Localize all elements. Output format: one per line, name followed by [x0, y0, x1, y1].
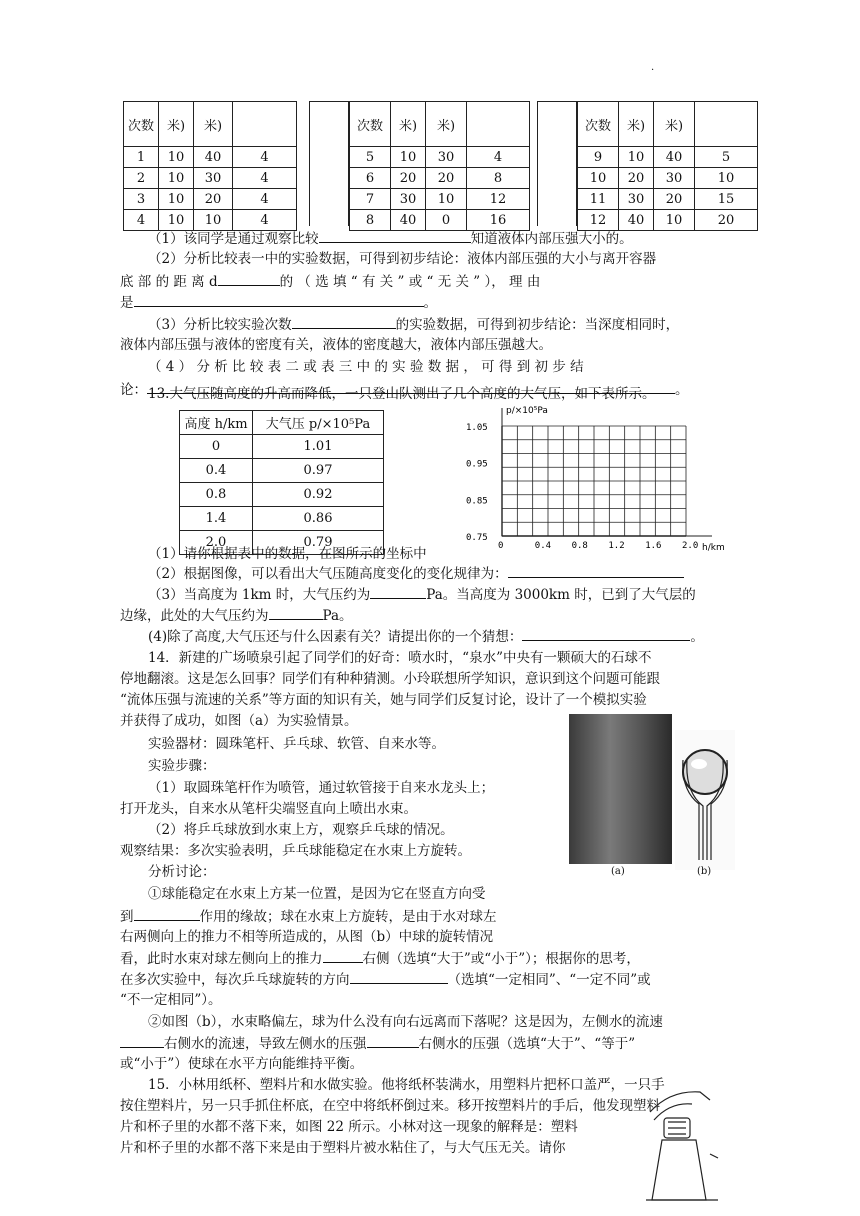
x-tick-label: 2.0 [682, 541, 699, 551]
cell: 8 [467, 168, 530, 189]
q14-line4: 并获得了成功，如图（a）为实验情景。 [120, 713, 358, 729]
q15-line1: 15．小林用纸杯、塑料片和水做实验。他将纸杯装满水，用塑料片把杯口盖严，一只手 [148, 1077, 665, 1093]
cell: 2.0 [180, 531, 253, 555]
cell: 4 [233, 168, 297, 189]
cell: 6 [350, 168, 391, 189]
ball-flow-diagram [675, 730, 735, 870]
header-cell: 米) [654, 102, 695, 147]
q12-part2: （2）分析比较表一中的实验数据，可得到初步结论：液体内部压强的大小与离开容器 [148, 251, 657, 267]
header-cell: 米) [194, 102, 233, 147]
cell: 7 [350, 189, 391, 210]
data-table-3 [577, 101, 758, 231]
answer-blank[interactable] [292, 314, 396, 329]
cell: 20 [194, 189, 233, 210]
q12-part3-line2: 液体内部压强与液体的密度有关，液体的密度越大，液体内部压强越大。 [120, 337, 552, 353]
cell: 10 [159, 147, 194, 168]
text: 是 [120, 295, 134, 311]
q14-line9: （2）将乒乓球放到水束上方，观察乒乓球的情况。 [148, 822, 454, 838]
cell: 4 [467, 147, 530, 168]
text: 的 （ 选 填 “ 有 关 ” 或 “ 无 关 ” ）， 理 由 [279, 274, 541, 290]
text: 。 [690, 629, 704, 645]
cell: 12 [578, 210, 619, 231]
text: 右侧（选填“大于”或“小于”）；根据你的思考， [362, 951, 640, 967]
empty-cell [310, 102, 349, 227]
text: （2）根据图像，可以看出大气压随高度变化的变化规律为： [148, 566, 508, 582]
q12-part4: （ 4 ） 分 析 比 较 表 二 或 表 三 中 的 实 验 数 据 ， 可 得 到 初 步 结 [148, 359, 584, 375]
cell: 11 [578, 189, 619, 210]
q14-line2: 停地翻滚。这是怎么回事？同学们有种种猜测。小玲联想所学知识，意识到这个问题可能跟 [120, 671, 660, 687]
header-cell [695, 102, 758, 147]
text: （选填“一定相同”、“一定不同”或 [447, 972, 651, 988]
cell: 10 [578, 168, 619, 189]
header-cell: 次数 [124, 102, 159, 147]
cell: 30 [194, 168, 233, 189]
q14-line11: 分析讨论： [148, 864, 216, 880]
text: Pa。当高度为 3000km 时，已到了大气层的 [426, 587, 696, 603]
cell: 0.92 [253, 483, 384, 507]
graph-axes [502, 408, 712, 536]
answer-blank[interactable] [134, 292, 424, 307]
cell: 30 [654, 168, 695, 189]
cell: 10 [194, 210, 233, 231]
cell: 10 [159, 168, 194, 189]
cell: 40 [194, 147, 233, 168]
figure-a-label: (a) [611, 866, 625, 877]
cell: 10 [426, 189, 467, 210]
q14-line8: 打开龙头，自来水从笔杆尖端竖直向上喷出水束。 [120, 801, 417, 817]
table-gap-1 [309, 101, 349, 226]
q13-sub3 [148, 584, 768, 605]
header-cell: 米) [426, 102, 467, 147]
text: 的实验数据，可得到初步结论：当深度相同时， [395, 317, 680, 333]
q13-sub4 [148, 626, 768, 647]
cell: 0.8 [180, 483, 253, 507]
header-cell: 次数 [350, 102, 391, 147]
table-gap-2 [537, 101, 577, 226]
cell: 0.79 [253, 531, 384, 555]
text: （1）该同学是通过观察比较 [148, 231, 319, 247]
cell: 40 [654, 147, 695, 168]
cell: 20 [426, 168, 467, 189]
text: 作用的缘故；球在水束上方旋转，是由于水对球左 [199, 909, 497, 925]
q14-line10: 观察结果：多次实验表明，乒乓球能稳定在水束上方旋转。 [120, 843, 471, 859]
cell: 30 [426, 147, 467, 168]
x-tick-label: 0.4 [534, 541, 552, 551]
cell: 4 [233, 147, 297, 168]
text: 底 部 的 距 离 d [120, 274, 218, 290]
cell: 5 [695, 147, 758, 168]
text: 。 [675, 382, 689, 398]
header-cell [233, 102, 297, 147]
answer-blank[interactable] [522, 626, 690, 641]
cell: 30 [391, 189, 426, 210]
cell: 40 [619, 210, 654, 231]
cell: 10 [391, 147, 426, 168]
cell: 16 [467, 210, 530, 231]
q12-part2-line3 [120, 292, 740, 313]
answer-blank[interactable] [367, 1033, 419, 1048]
q14-line16 [120, 969, 740, 990]
header-cell: 米) [159, 102, 194, 147]
text: 右侧水的流速，导致左侧水的压强 [164, 1036, 367, 1052]
q14-line15 [120, 948, 740, 969]
header-cell: 大气压 p/×10⁵Pa [253, 411, 384, 435]
q13-sub3-line2 [120, 605, 740, 626]
cell: 10 [695, 168, 758, 189]
text: 论： [120, 382, 147, 398]
graph-ylabel: p/×10⁵Pa [506, 406, 548, 416]
text: （3）分析比较实验次数 [148, 317, 292, 333]
text: 。 [423, 295, 437, 311]
q14-line1: 14．新建的广场喷泉引起了同学们的好奇：喷水时，“泉水”中央有一颗硕大的石球不 [148, 650, 652, 666]
graph-xlabel: h/km [702, 543, 725, 553]
q14-line20: 或“小于”）使球在水平方向能维持平衡。 [120, 1056, 364, 1072]
q14-line3: “流体压强与流速的关系”等方面的知识有关，她与同学们反复讨论，设计了一个模拟实验 [120, 692, 647, 708]
answer-blank[interactable] [323, 948, 363, 963]
q14-line18: ②如图（b），水束略偏左，球为什么没有向右远离而下落呢？这是因为，左侧水的流速 [148, 1014, 663, 1030]
cell: 20 [654, 189, 695, 210]
data-table-2 [349, 101, 530, 231]
cell: 12 [467, 189, 530, 210]
q13-intro: 13.大气压随高度的升高而降低，一只登山队测出了几个高度的大气压，如下表所示。 [148, 386, 656, 402]
q14-line12: ①球能稳定在水束上方某一位置，是因为它在竖直方向受 [148, 886, 486, 902]
cell: 4 [233, 189, 297, 210]
altitude-pressure-table [179, 410, 384, 555]
answer-blank[interactable] [120, 1033, 164, 1048]
cell: 20 [695, 210, 758, 231]
text: 到 [120, 909, 134, 925]
q13-sub1: （1）请你根据表中的数据，在图所示的坐标中 [148, 546, 427, 562]
q14-line6: 实验步骤： [148, 758, 216, 774]
cell: 30 [619, 189, 654, 210]
q15-line2: 按住塑料片，另一只手抓住杯底，在空中将纸杯倒过来。移开按塑料片的手后，他发现塑料 [120, 1098, 660, 1114]
answer-blank[interactable] [508, 563, 684, 578]
text: 右侧水的压强（选填“大于”、“等于” [418, 1036, 636, 1052]
x-tick-label: 1.2 [608, 541, 625, 551]
cell: 10 [159, 210, 194, 231]
answer-blank[interactable] [134, 906, 200, 921]
q14-line14: 右两侧向上的推力不相等所造成的，从图（b）中球的旋转情况 [120, 929, 494, 945]
fountain-photo [569, 714, 672, 864]
cell: 4 [124, 210, 159, 231]
q14-line5: 实验器材：圆珠笔杆、乒乓球、软管、自来水等。 [148, 736, 445, 752]
pressure-graph-grid[interactable] [462, 402, 732, 554]
cell: 8 [350, 210, 391, 231]
text: 看，此时水束对球左侧向上的推力 [120, 951, 323, 967]
cell: 1.4 [180, 507, 253, 531]
q12-part1 [148, 228, 768, 249]
q13-sub2 [148, 563, 768, 584]
figure-b-label: (b) [697, 866, 712, 877]
cell: 1.01 [253, 435, 384, 459]
top-dot: . [651, 62, 655, 73]
text: 知道液体内部压强大小的。 [470, 231, 633, 247]
y-tick-label: 0.95 [466, 459, 488, 470]
cell: 0.97 [253, 459, 384, 483]
y-tick-label: 1.05 [466, 423, 488, 433]
header-cell: 米) [391, 102, 426, 147]
header-cell: 次数 [578, 102, 619, 147]
q14-line17: “不一定相同”）。 [120, 992, 222, 1008]
header-cell: 米) [619, 102, 654, 147]
cell: 20 [391, 168, 426, 189]
cell: 4 [233, 210, 297, 231]
cell: 10 [654, 210, 695, 231]
cell: 3 [124, 189, 159, 210]
answer-blank[interactable] [269, 605, 323, 620]
q15-line4: 片和杯子里的水都不落下来是由于塑料片被水粘住了，与大气压无关。请你 [120, 1140, 566, 1156]
cell: 0 [180, 435, 253, 459]
text: （3）当高度为 1km 时，大气压约为 [148, 587, 371, 603]
cell: 1 [124, 147, 159, 168]
cell: 15 [695, 189, 758, 210]
y-tick-label: 0.85 [466, 496, 488, 507]
y-tick-label: 0.75 [466, 533, 488, 543]
header-cell: 高度 h/km [180, 411, 253, 435]
empty-cell [538, 102, 577, 227]
x-tick-label: 1.6 [645, 541, 662, 551]
q15-line3: 片和杯子里的水都不落下来，如图 22 所示。小林对这一现象的解释是：塑料 [120, 1119, 578, 1135]
q14-line13 [120, 906, 740, 927]
inverted-cup-figure [640, 1082, 720, 1207]
cell: 0.4 [180, 459, 253, 483]
cell: 0.86 [253, 507, 384, 531]
answer-blank[interactable] [319, 228, 471, 243]
header-cell [467, 102, 530, 147]
x-tick-label: 0.8 [571, 541, 588, 551]
cell: 10 [619, 147, 654, 168]
text: 边缘，此处的大气压约为 [120, 608, 269, 624]
q12-part3 [148, 314, 768, 335]
cell: 40 [391, 210, 426, 231]
cell: 2 [124, 168, 159, 189]
x-tick-label: 0 [498, 541, 504, 551]
text: 在多次实验中，每次乒乓球旋转的方向 [120, 972, 350, 988]
q12-part2-line2 [120, 271, 740, 292]
text: (4)除了高度,大气压还与什么因素有关？请提出你的一个猜想： [148, 629, 523, 645]
q14-line19 [120, 1033, 740, 1054]
cell: 0 [426, 210, 467, 231]
cell: 20 [619, 168, 654, 189]
answer-blank[interactable] [370, 584, 426, 599]
answer-blank[interactable] [218, 271, 280, 286]
text: Pa。 [322, 608, 353, 624]
q14-line7: （1）取圆珠笔杆作为喷管，通过软管接于自来水龙头上； [148, 780, 495, 796]
answer-blank[interactable] [350, 969, 448, 984]
cell: 10 [159, 189, 194, 210]
cell: 9 [578, 147, 619, 168]
cell: 5 [350, 147, 391, 168]
data-table-1 [123, 101, 297, 231]
